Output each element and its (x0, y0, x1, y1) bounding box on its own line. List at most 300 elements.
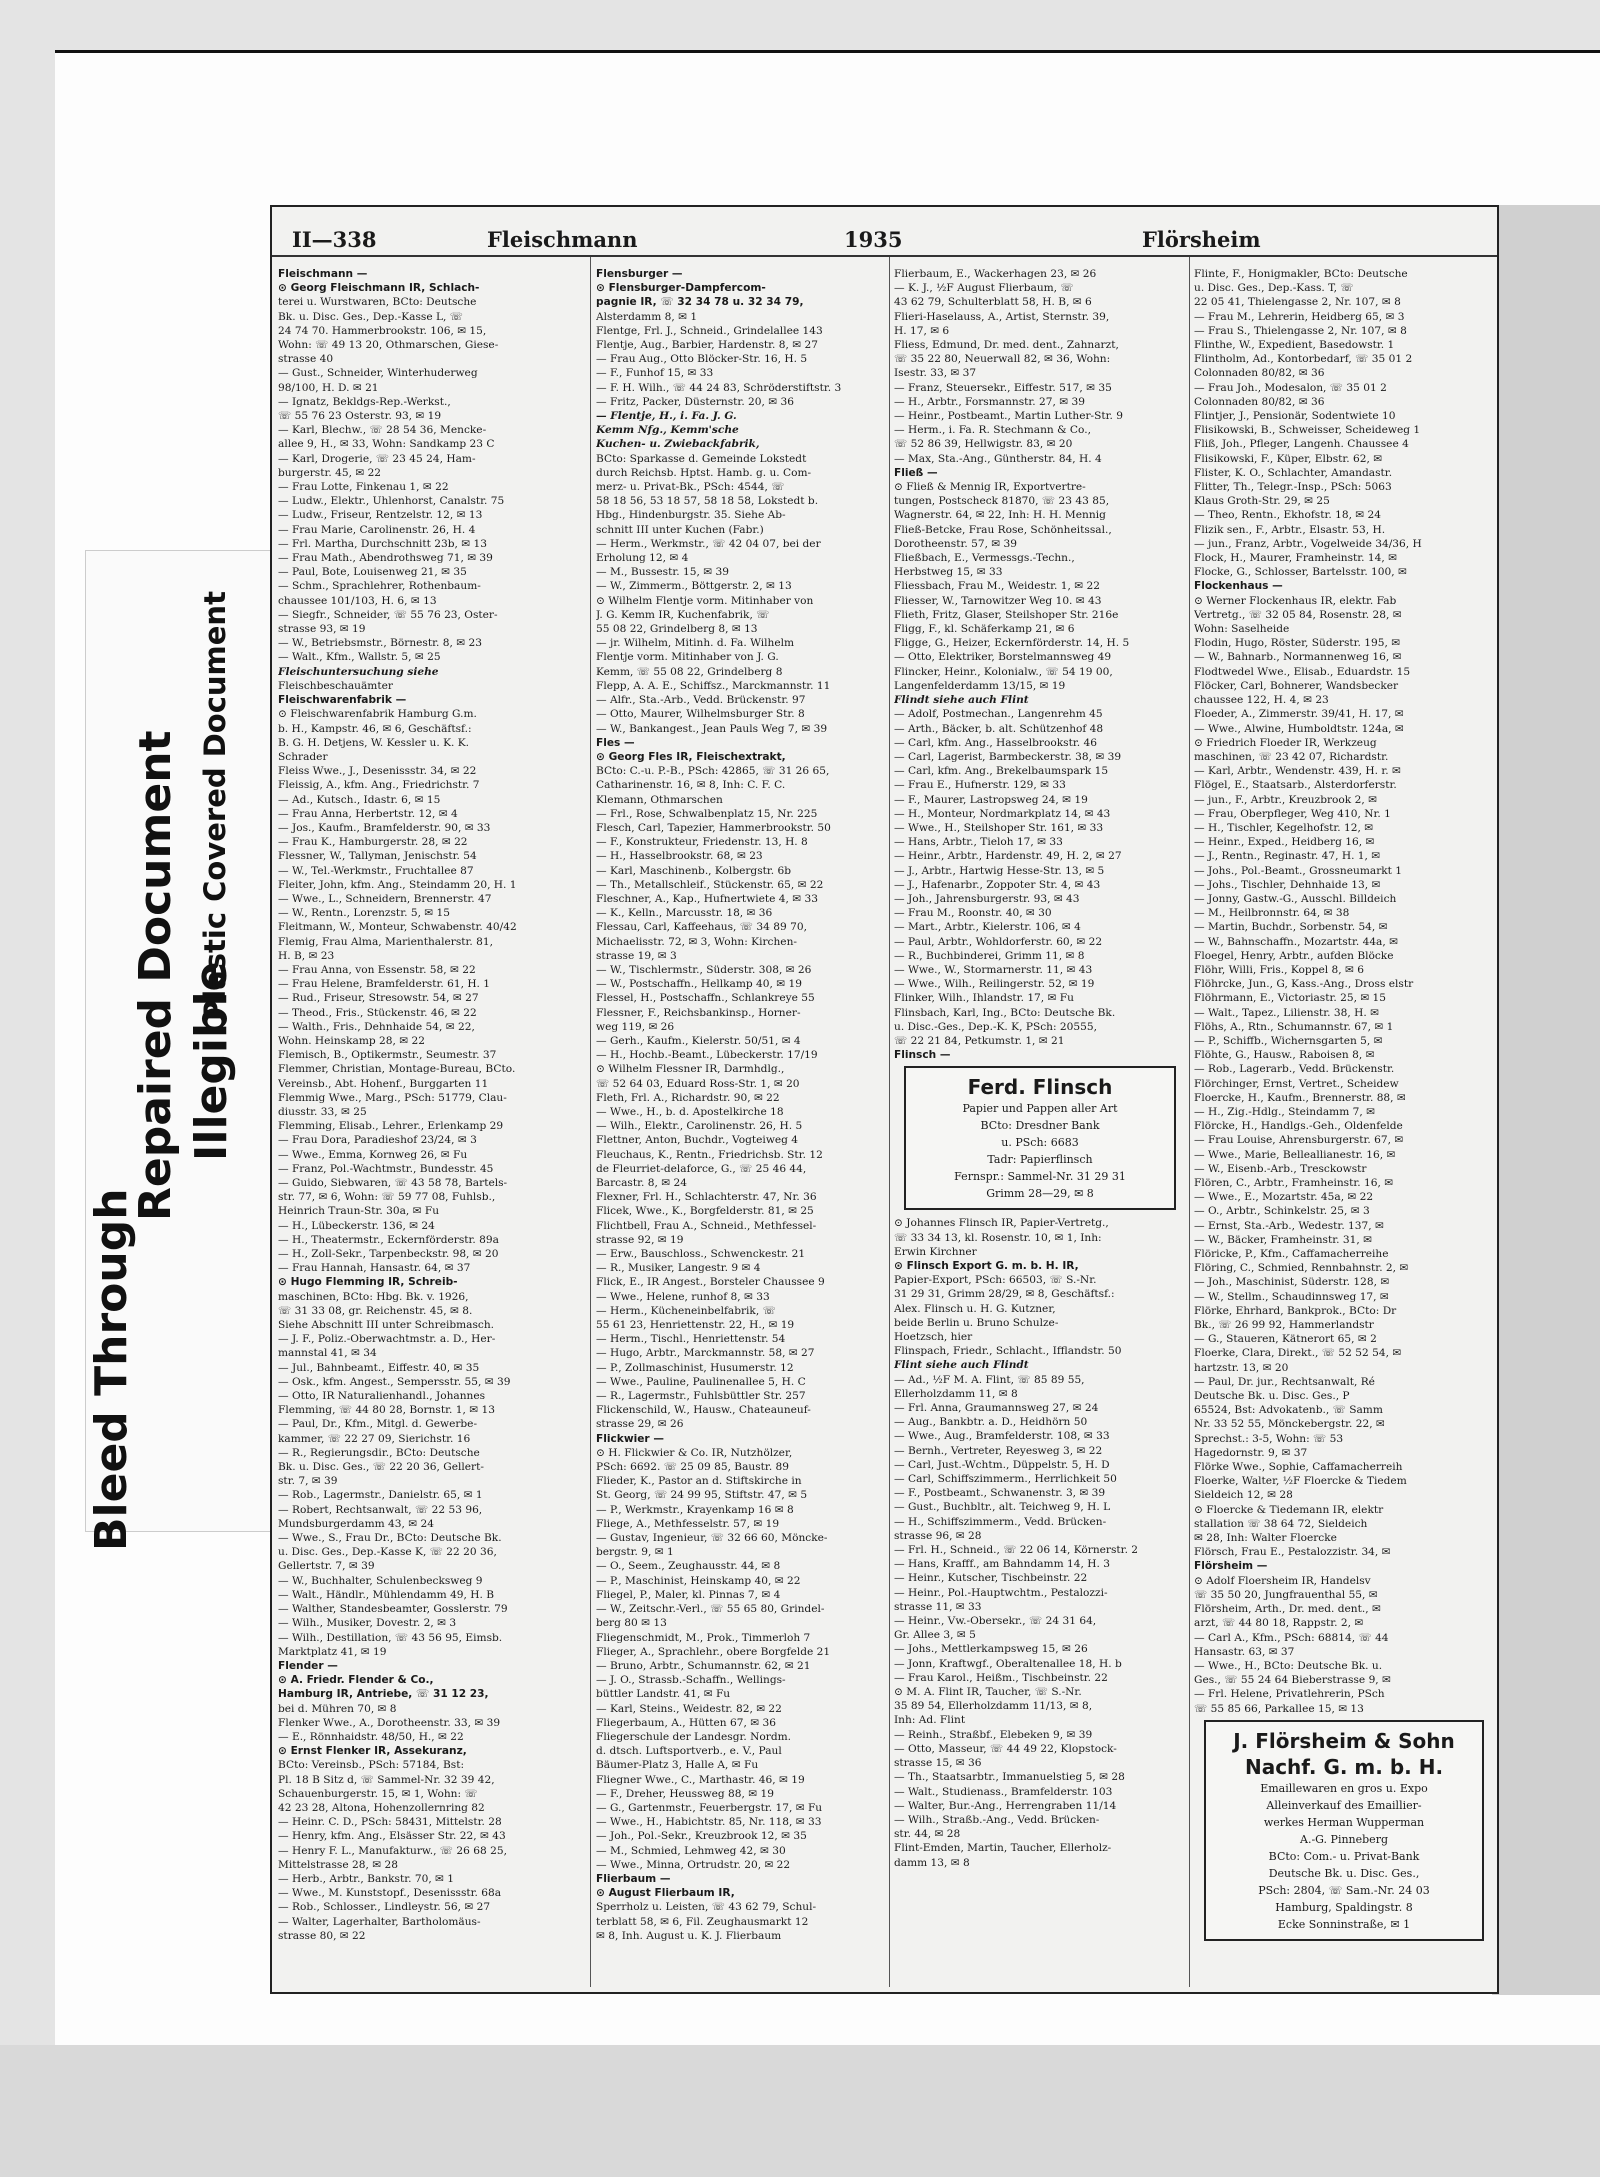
directory-entry: Fließ-Betcke, Frau Rose, Schönheitssal., (894, 523, 1112, 536)
directory-entry: — Ad., Kutsch., Idastr. 6, ✉ 15 (278, 793, 441, 806)
directory-entry: berg 80 ✉ 13 (596, 1617, 667, 1630)
directory-entry: Alex. Flinsch u. H. G. Kutzner, (894, 1302, 1056, 1315)
directory-entry: Flister, K. O., Schlachter, Amandastr. (1194, 466, 1393, 479)
header-right-word: Flörsheim (1142, 227, 1261, 252)
directory-entry: — Th., Metallschleif., Stückenstr. 65, ✉ 22 (596, 878, 824, 891)
directory-entry: — Bruno, Arbtr., Schumannstr. 62, ✉ 21 (596, 1659, 811, 1672)
directory-entry: — Paul, Dr., Kfm., Mitgl. d. Gewerbe- (278, 1418, 478, 1431)
entry-heading: ⊙ Flensburger-Dampfercom- (596, 282, 766, 295)
directory-entry: ☏ 55 85 66, Parkallee 15, ✉ 13 (1194, 1702, 1364, 1715)
directory-entry: — Wwe., Marie, Belleallianestr. 16, ✉ (1194, 1148, 1396, 1161)
directory-entry: Fliessbach, Frau M., Weidestr. 1, ✉ 22 (894, 580, 1100, 593)
directory-entry: — Heinr., Kutscher, Tischbeinstr. 22 (894, 1572, 1088, 1585)
directory-entry: Mittelstrasse 28, ✉ 28 (278, 1858, 398, 1871)
directory-entry: Heinrich Traun-Str. 30a, ✉ Fu (278, 1205, 440, 1218)
directory-entry: — Martin, Buchdr., Sorbenstr. 54, ✉ (1194, 921, 1388, 934)
directory-entry: mannstal 41, ✉ 34 (278, 1347, 377, 1360)
entry-heading: Flender — (278, 1659, 338, 1672)
directory-entry: — Henry F. L., Manufakturw., ☏ 26 68 25, (278, 1844, 507, 1857)
directory-entry: — Franz, Steuersekr., Eiffestr. 517, ✉ 35 (894, 381, 1112, 394)
page-binding-edge (1492, 205, 1600, 1995)
directory-entry: — Herm., Kücheneinbelfabrik, ☏ (596, 1304, 776, 1317)
ad-line: werkes Herman Wupperman (1263, 1815, 1425, 1829)
directory-entry: Flöricke, P., Kfm., Caffamacherreihe (1194, 1248, 1389, 1261)
directory-entry: BCto: C.-u. P.-B., PSch: 42865, ☏ 31 26 65, (596, 765, 830, 778)
label-card (85, 550, 287, 1551)
directory-entry: chaussee 122, H. 4, ✉ 23 (1194, 694, 1329, 707)
directory-entry: Fleissig, A., kfm. Ang., Friedrichstr. 7 (278, 779, 480, 792)
directory-entry: ☏ 33 34 13, kl. Rosenstr. 10, ✉ 1, Inh: (894, 1231, 1102, 1244)
directory-entry: ⊙ H. Flickwier & Co. IR, Nutzhölzer, (596, 1446, 793, 1459)
directory-entry: — Flentje, H., i. Fa. J. G. (596, 410, 737, 423)
directory-entry: Ges., ☏ 55 24 64 Bieberstrasse 9, ✉ (1194, 1674, 1391, 1687)
entry-heading: Flinsch — (894, 1049, 951, 1062)
directory-entry: J. G. Kemm IR, Kuchenfabrik, ☏ (596, 608, 770, 621)
directory-entry: — jr. Wilhelm, Mitinh. d. Fa. Wilhelm (596, 637, 795, 650)
directory-entry: strasse 93, ✉ 19 (278, 623, 366, 636)
directory-entry: Fliegerschule der Landesgr. Nordm. (596, 1730, 792, 1743)
entry-heading: Flickwier — (596, 1432, 664, 1445)
directory-entry: — Herm., i. Fa. R. Stechmann & Co., (894, 424, 1091, 437)
directory-entry: — Joh., Pol.-Sekr., Kreuzbrook 12, ✉ 35 (596, 1830, 807, 1843)
directory-entry: Flessner, W., Tallyman, Jenischstr. 54 (278, 850, 477, 863)
directory-entry: Fliegner Wwe., C., Marthastr. 46, ✉ 19 (596, 1773, 805, 1786)
directory-entry: Gr. Allee 3, ✉ 5 (894, 1629, 976, 1642)
directory-entry: Flinker, Wilh., Ihlandstr. 17, ✉ Fu (894, 992, 1074, 1005)
directory-entry: — H., Monteur, Nordmarkplatz 14, ✉ 43 (894, 807, 1111, 820)
directory-entry: Kemm Nfg., Kemm'sche (596, 424, 739, 437)
directory-entry: Fligg, F., kl. Schäferkamp 21, ✉ 6 (894, 623, 1075, 636)
directory-entry: 24 74 70. Hammerbrookstr. 106, ✉ 15, (278, 324, 487, 337)
directory-entry: — Jonn, Kraftwgf., Oberaltenallee 18, H. b (894, 1657, 1122, 1670)
directory-entry: maschinen, ☏ 23 42 07, Richardstr. (1194, 750, 1389, 763)
directory-entry: — Walt., Tapez., Lilienstr. 38, H. ✉ (1194, 1006, 1379, 1019)
directory-entry: Bk. u. Disc. Ges., Dep.-Kasse L, ☏ (278, 310, 464, 323)
directory-entry: Colonnaden 80/82, ✉ 36 (1194, 367, 1325, 380)
ad-line: A.-G. Pinneberg (1300, 1832, 1388, 1846)
directory-entry: — Heinr., Pol.-Hauptwchtm., Pestalozzi- (894, 1586, 1108, 1599)
directory-entry: — Otto, Masseur, ☏ 44 49 22, Klopstock- (894, 1742, 1117, 1755)
directory-entry: strasse 19, ✉ 3 (596, 949, 677, 962)
directory-entry: Fleischuntersuchung siehe (278, 665, 439, 678)
directory-entry: strasse 40 (278, 353, 334, 366)
directory-entry: BCto: Sparkasse d. Gemeinde Lokstedt (596, 452, 807, 465)
directory-entry: Flepp, A. A. E., Schiffsz., Marckmannstr. 11 (596, 679, 831, 692)
directory-entry: Bk., ☏ 26 99 92, Hammerlandstr (1194, 1319, 1374, 1332)
directory-entry: — Frau Karol., Heißm., Tischbeinstr. 22 (894, 1671, 1108, 1684)
directory-entry: Floercke, H., Kaufm., Brennerstr. 88, ✉ (1194, 1091, 1406, 1104)
ad-line: Tadr: Papierflinsch (987, 1153, 1093, 1167)
directory-entry: ⊙ Fließ & Mennig IR, Exportvertre- (894, 481, 1086, 494)
directory-entry: — Walt., Studienass., Bramfelderstr. 103 (894, 1785, 1113, 1798)
directory-entry: — Frau E., Hufnerstr. 129, ✉ 33 (894, 779, 1066, 792)
directory-entry: — P., Maschinist, Heinskamp 40, ✉ 22 (596, 1574, 801, 1587)
directory-entry: — W., Betriebsmstr., Börnestr. 8, ✉ 23 (278, 637, 482, 650)
directory-entry: — G., Staueren, Kätnerort 65, ✉ 2 (1194, 1333, 1377, 1346)
directory-entry: 58 18 56, 53 18 57, 58 18 58, Lokstedt b. (596, 495, 819, 508)
directory-entry: strasse 15, ✉ 36 (894, 1757, 982, 1770)
directory-entry: — Erw., Bauschloss., Schwenckestr. 21 (596, 1248, 806, 1261)
directory-entry: Flieri-Haselauss, A., Artist, Sternstr. 39, (894, 310, 1110, 323)
directory-entry: maschinen, BCto: Hbg. Bk. v. 1926, (278, 1290, 469, 1303)
directory-entry: — Wwe., H., b. d. Apostelkirche 18 (596, 1105, 784, 1118)
column-rule (590, 257, 591, 1987)
directory-entry: Hagedornstr. 9, ✉ 37 (1194, 1446, 1308, 1459)
directory-entry: — Heinr., Arbtr., Hardenstr. 49, H. 2, ✉ 27 (894, 850, 1122, 863)
directory-entry: — W., Buchhalter, Schulenbecksweg 9 (278, 1574, 483, 1587)
directory-entry: — Arth., Bäcker, b. alt. Schützenhof 48 (894, 722, 1104, 735)
directory-entry: Hansastr. 63, ✉ 37 (1194, 1645, 1295, 1658)
directory-entry: Klemann, Othmarschen (596, 793, 723, 806)
directory-entry: 55 08 22, Grindelberg 8, ✉ 13 (596, 623, 758, 636)
directory-entry: — Frau Marie, Carolinenstr. 26, H. 4 (278, 523, 476, 536)
directory-entry: Flörcke, H., Handlgs.-Geh., Oldenfelde (1194, 1120, 1403, 1133)
directory-entry: — W., Zeitschr.-Verl., ☏ 55 65 80, Grindel- (596, 1603, 825, 1616)
directory-entry: — F., Maurer, Lastropsweg 24, ✉ 19 (894, 793, 1088, 806)
entry-heading: Hamburg IR, Antriebe, ☏ 31 12 23, (278, 1688, 489, 1701)
directory-entry: 42 23 28, Altona, Hohenzollernring 82 (278, 1801, 485, 1814)
directory-entry: schnitt III unter Kuchen (Fabr.) (596, 523, 764, 536)
directory-entry: — F., Postbeamt., Schwanenstr. 3, ✉ 39 (894, 1487, 1106, 1500)
ad-line: PSch: 2804, ☏ Sam.-Nr. 24 03 (1258, 1883, 1430, 1897)
directory-entry: — H., Arbtr., Forsmannstr. 27, ✉ 39 (894, 395, 1085, 408)
directory-entry: Flichtbell, Frau A., Schneid., Methfessel- (596, 1219, 817, 1232)
directory-entry: Sieldeich 12, ✉ 28 (1194, 1489, 1293, 1502)
directory-entry: chaussee 101/103, H. 6, ✉ 13 (278, 594, 437, 607)
directory-entry: — W., Tel.-Werkmstr., Fruchtallee 87 (278, 864, 474, 877)
directory-entry: — Wwe., W., Stormarnerstr. 11, ✉ 43 (894, 963, 1093, 976)
directory-entry: Kemm, ☏ 55 08 22, Grindelberg 8 (596, 665, 783, 678)
ad-line: Emaillewaren en gros u. Expo (1260, 1781, 1428, 1795)
directory-entry: Flickenschild, W., Hausw., Chateauneuf- (596, 1404, 811, 1417)
directory-entry: — Gustav, Ingenieur, ☏ 32 66 60, Möncke- (596, 1532, 828, 1545)
directory-entry: — F., Konstrukteur, Friedenstr. 13, H. 8 (596, 836, 808, 849)
directory-entry: Flemig, Frau Alma, Marienthalerstr. 81, (278, 935, 494, 948)
directory-page (270, 205, 1499, 1994)
directory-entry: Flesch, Carl, Tapezier, Hammerbrookstr. 50 (596, 821, 831, 834)
directory-entry: Flörchinger, Ernst, Vertret., Scheidew (1194, 1077, 1399, 1090)
directory-entry: Nr. 33 52 55, Mönckebergstr. 22, ✉ (1194, 1418, 1385, 1431)
directory-entry: — Frau Anna, Herbertstr. 12, ✉ 4 (278, 807, 458, 820)
directory-entry: büttler Landstr. 41, ✉ Fu (596, 1688, 731, 1701)
directory-entry: ⊙ Fleischwarenfabrik Hamburg G.m. (278, 708, 477, 721)
directory-entry: — Frau Dora, Paradieshof 23/24, ✉ 3 (278, 1134, 477, 1147)
directory-entry: — Otto, IR Naturalienhandl., Johannes (278, 1390, 486, 1403)
directory-entry: — Frl. Martha, Durchschnitt 23b, ✉ 13 (278, 537, 487, 550)
directory-entry: ⊙ Friedrich Floeder IR, Werkzeug (1194, 736, 1377, 749)
directory-entry: Flint siehe auch Flindt (894, 1359, 1029, 1372)
directory-entry: — H., Zig.-Hdlg., Steindamm 7, ✉ (1194, 1105, 1375, 1118)
directory-entry: Pl. 18 B Sitz d, ☏ Sammel-Nr. 32 39 42, (278, 1773, 495, 1786)
directory-entry: Floerke, Walter, ½F Floercke & Tiedem (1194, 1475, 1407, 1488)
directory-entry: Flisikowski, F., Küper, Elbstr. 62, ✉ (1194, 452, 1383, 465)
directory-entry: Flöhr, Willi, Fris., Koppel 8, ✉ 6 (1194, 963, 1364, 976)
directory-entry: — Rob., Schlosser., Lindleystr. 56, ✉ 27 (278, 1901, 491, 1914)
directory-entry: — Herb., Arbtr., Bankstr. 70, ✉ 1 (278, 1872, 455, 1885)
directory-entry: — Wwe., H., BCto: Deutsche Bk. u. (1194, 1659, 1383, 1672)
column-4 (1194, 267, 1494, 1967)
label-bleed-through: Bleed Through (86, 1188, 137, 1551)
directory-entry: allee 9, H., ✉ 33, Wohn: Sandkamp 23 C (278, 438, 495, 451)
directory-entry: strasse 80, ✉ 22 (278, 1929, 366, 1942)
directory-entry: Flick, E., IR Angest., Borsteler Chaussee 9 (596, 1276, 825, 1289)
directory-entry: — H., Hochb.-Beamt., Lübeckerstr. 17/19 (596, 1049, 818, 1062)
directory-entry: — P., Werkmstr., Krayenkamp 16 ✉ 8 (596, 1503, 794, 1516)
directory-entry: Flörsheim, Arth., Dr. med. dent., ✉ (1194, 1603, 1381, 1616)
directory-entry: — O., Arbtr., Schinkelstr. 25, ✉ 3 (1194, 1205, 1370, 1218)
directory-entry: Alsterdamm 8, ✉ 1 (596, 310, 698, 323)
directory-entry: H. 17, ✉ 6 (894, 324, 950, 337)
directory-entry: Flicek, Wwe., K., Borgfelderstr. 81, ✉ 25 (596, 1205, 814, 1218)
entry-heading: Flörsheim — (1194, 1560, 1268, 1573)
directory-entry: — Frau K., Hamburgerstr. 28, ✉ 22 (278, 836, 468, 849)
directory-entry: bergstr. 9, ✉ 1 (596, 1546, 674, 1559)
directory-entry: B. G. H. Detjens, W. Kessler u. K. K. (278, 736, 470, 749)
directory-entry: — Wilh., Musiker, Dovestr. 2, ✉ 3 (278, 1617, 457, 1630)
directory-entry: Flock, H., Maurer, Framheinstr. 14, ✉ (1194, 552, 1397, 565)
directory-entry: Hbg., Hindenburgstr. 35. Siehe Ab- (596, 509, 786, 522)
directory-entry: — W., Bankangest., Jean Pauls Weg 7, ✉ 39 (596, 722, 828, 735)
directory-entry: — Karl, Maschinenb., Kolbergstr. 6b (596, 864, 792, 877)
entry-heading: Flensburger — (596, 268, 683, 280)
directory-entry: — Walt., Kfm., Wallstr. 5, ✉ 25 (278, 651, 441, 664)
directory-entry: d. dtsch. Luftsportverb., e. V., Paul (596, 1745, 782, 1758)
directory-entry: Flören, C., Arbtr., Framheinstr. 16, ✉ (1194, 1177, 1394, 1189)
column-3 (894, 267, 1186, 1967)
directory-entry: beide Berlin u. Bruno Schulze- (894, 1316, 1059, 1329)
entry-heading: Fles — (596, 736, 635, 749)
directory-entry: Flessau, Carl, Kaffeehaus, ☏ 34 89 70, (596, 921, 807, 934)
directory-entry: — P., Schiffb., Wichernsgarten 5, ✉ (1194, 1034, 1383, 1047)
directory-entry: — Wwe., Pauline, Paulinenallee 5, H. C (596, 1375, 806, 1388)
directory-entry: Floegel, Henry, Arbtr., aufden Blöcke (1194, 949, 1394, 962)
advertisement-box (1204, 1720, 1484, 1941)
directory-entry: Flinthe, W., Expedient, Basedowstr. 1 (1194, 339, 1395, 352)
directory-entry: — Frau M., Lehrerin, Heidberg 65, ✉ 3 (1194, 310, 1405, 323)
directory-entry: — K. J., ½F August Flierbaum, ☏ (894, 282, 1074, 295)
directory-entry: — Walth., Fris., Dehnhaide 54, ✉ 22, (278, 1020, 475, 1033)
directory-entry: Fliess, Edmund, Dr. med. dent., Zahnarzt, (894, 339, 1119, 352)
directory-entry: Ellerholzdamm 11, ✉ 8 (894, 1387, 1018, 1400)
directory-entry: — jun., F., Arbtr., Kreuzbrook 2, ✉ (1194, 793, 1377, 806)
directory-entry: strasse 96, ✉ 28 (894, 1529, 982, 1542)
directory-entry: Fleitmann, W., Monteur, Schwabenstr. 40/42 (278, 921, 517, 934)
directory-entry: — Theo, Rentn., Ekhofstr. 18, ✉ 24 (1194, 509, 1382, 522)
directory-entry: strasse 92, ✉ 19 (596, 1233, 684, 1246)
directory-entry: — F., Dreher, Heussweg 88, ✉ 19 (596, 1787, 774, 1800)
directory-entry: Flentje vorm. Mitinhaber von J. G. (596, 651, 779, 664)
directory-entry: — Johs., Mettlerkampsweg 15, ✉ 26 (894, 1643, 1088, 1656)
directory-entry: — Heinr., Vw.-Obersekr., ☏ 24 31 64, (894, 1615, 1097, 1628)
directory-entry: Flintholm, Ad., Kontorbedarf, ☏ 35 01 2 (1194, 353, 1413, 366)
directory-entry: Flöhrmann, E., Victoriastr. 25, ✉ 15 (1194, 992, 1387, 1005)
entry-heading: Flockenhaus — (1194, 580, 1283, 593)
directory-entry: — Wwe., S., Frau Dr., BCto: Deutsche Bk. (278, 1532, 502, 1545)
directory-entry: Flodtwedel Wwe., Elisab., Eduardstr. 15 (1194, 665, 1411, 678)
directory-entry: ⊙ Werner Flockenhaus IR, elektr. Fab (1194, 594, 1397, 607)
directory-entry: — W., Bahnarb., Normannenweg 16, ✉ (1194, 651, 1402, 664)
directory-entry: — Otto, Elektriker, Borstelmannsweg 49 (894, 651, 1112, 664)
directory-entry: 43 62 79, Schulterblatt 58, H. B, ✉ 6 (894, 296, 1092, 309)
directory-entry: — Ludw., Elektr., Uhlenhorst, Canalstr. 75 (278, 495, 505, 508)
directory-entry: — Otto, Maurer, Wilhelmsburger Str. 8 (596, 708, 805, 721)
directory-entry: Sprechst.: 3-5, Wohn: ☏ 53 (1194, 1432, 1344, 1445)
directory-entry: — jun., Franz, Arbtr., Vogelweide 34/36, H (1194, 537, 1422, 550)
column-1 (278, 267, 586, 1967)
ad-line: Ecke Sonninstraße, ✉ 1 (1277, 1917, 1411, 1931)
directory-entry: — J., Rentn., Reginastr. 47, H. 1, ✉ (1194, 850, 1381, 863)
directory-entry: — Jul., Bahnbeamt., Eiffestr. 40, ✉ 35 (278, 1361, 480, 1374)
entry-heading: Fleischwarenfabrik — (278, 694, 407, 707)
entry-heading: ⊙ Flinsch Export G. m. b. H. IR, (894, 1259, 1079, 1272)
directory-entry: — Paul, Arbtr., Wohldorferstr. 60, ✉ 22 (894, 935, 1103, 948)
directory-entry: ☏ 22 21 84, Petkumstr. 1, ✉ 21 (894, 1034, 1065, 1047)
directory-entry: Inh: Ad. Flint (894, 1714, 966, 1727)
directory-entry: St. Georg, ☏ 24 99 95, Stiftstr. 47, ✉ 5 (596, 1489, 808, 1502)
directory-entry: Flisikowski, B., Schweisser, Scheideweg 1 (1194, 424, 1421, 437)
directory-entry: — M., Schmied, Lehmweg 42, ✉ 30 (596, 1844, 786, 1857)
directory-entry: arzt, ☏ 44 80 18, Rappstr. 2, ✉ (1194, 1617, 1364, 1630)
directory-entry: — Osk., kfm. Angest., Sempersstr. 55, ✉ 39 (278, 1375, 511, 1388)
directory-entry: — Frau Math., Abendrothsweg 71, ✉ 39 (278, 552, 493, 565)
directory-entry: 55 61 23, Henriettenstr. 22, H., ✉ 19 (596, 1319, 795, 1332)
directory-entry: — Walt., Händlr., Mühlendamm 49, H. B (278, 1588, 495, 1601)
directory-entry: ☏ 35 22 80, Neuerwall 82, ✉ 36, Wohn: (894, 353, 1111, 366)
directory-entry: 22 05 41, Thielengasse 2, Nr. 107, ✉ 8 (1194, 296, 1401, 309)
directory-entry: Flizik sen., F., Arbtr., Elsastr. 53, H. (1194, 523, 1386, 536)
directory-entry: Flieth, Fritz, Glaser, Steilshoper Str. 216e (894, 608, 1119, 621)
directory-entry: — Frau Hannah, Hansastr. 64, ✉ 37 (278, 1262, 471, 1275)
directory-entry: — Carl, Just.-Wchtm., Düppelstr. 5, H. D (894, 1458, 1110, 1471)
directory-entry: u. Disc. Ges., Dep.-Kasse K, ☏ 22 20 36, (278, 1546, 497, 1559)
directory-entry: 31 29 31, Grimm 28/29, ✉ 8, Geschäftsf.: (894, 1288, 1115, 1301)
entry-heading: ⊙ Georg Fles IR, Fleischextrakt, (596, 750, 786, 763)
directory-entry: Langenfelderdamm 13/15, ✉ 19 (894, 679, 1066, 692)
directory-entry: — W., Zimmerm., Böttgerstr. 2, ✉ 13 (596, 580, 792, 593)
directory-entry: — Reinh., Straßbf., Elebeken 9, ✉ 39 (894, 1728, 1093, 1741)
directory-entry: — Aug., Bankbtr. a. D., Heidhörn 50 (894, 1416, 1088, 1429)
directory-entry: — Heinr. C. D., PSch: 58431, Mittelstr. 28 (278, 1816, 502, 1829)
directory-entry: — Joh., Jahrensburgerstr. 93, ✉ 43 (894, 892, 1080, 905)
directory-entry: — Hans, Krafff., am Bahndamm 14, H. 3 (894, 1558, 1110, 1571)
directory-entry: bei d. Mühren 70, ✉ 8 (278, 1702, 397, 1715)
ad-line: Hamburg, Spaldingstr. 8 (1275, 1900, 1413, 1914)
directory-entry: Flexner, Frl. H., Schlachterstr. 47, Nr. 36 (596, 1191, 817, 1204)
header-year: 1935 (844, 227, 903, 252)
directory-entry: Flörke Wwe., Sophie, Caffamacherreih (1194, 1461, 1403, 1474)
directory-entry: — W., Eisenb.-Arb., Tresckowstr (1194, 1162, 1367, 1175)
directory-entry: Papier-Export, PSch: 66503, ☏ S.-Nr. (894, 1274, 1097, 1287)
directory-entry: — Max, Sta.-Ang., Güntherstr. 84, H. 4 (894, 452, 1102, 465)
directory-entry: — Carl, kfm. Ang., Hasselbrookstr. 46 (894, 736, 1097, 749)
directory-entry: Fligge, G., Heizer, Eckernförderstr. 14, H. 5 (894, 637, 1130, 650)
directory-entry: — Mart., Arbtr., Kielerstr. 106, ✉ 4 (894, 921, 1081, 934)
entry-heading: ⊙ Ernst Flenker IR, Assekuranz, (278, 1745, 467, 1758)
ad-line: Papier und Pappen aller Art (962, 1102, 1118, 1116)
directory-entry: — W., Stellm., Schaudinnsweg 17, ✉ (1194, 1290, 1389, 1303)
directory-entry: b. H., Kampstr. 46, ✉ 6, Geschäftsf.: (278, 722, 472, 735)
directory-entry: ⊙ Floercke & Tiedemann IR, elektr (1194, 1503, 1384, 1516)
directory-entry: Fleiter, John, kfm. Ang., Steindamm 20, H. 1 (278, 878, 517, 891)
directory-entry: — Wilh., Elektr., Carolinenstr. 26, H. 5 (596, 1120, 803, 1133)
directory-entry: — W., Bäcker, Framheinstr. 31, ✉ (1194, 1233, 1372, 1246)
directory-entry: Fleuchaus, K., Rentn., Friedrichsb. Str. 12 (596, 1148, 823, 1161)
directory-entry: Flöhs, A., Rtn., Schumannstr. 67, ✉ 1 (1194, 1020, 1394, 1033)
ad-line: Deutsche Bk. u. Disc. Ges., (1268, 1866, 1420, 1880)
directory-entry: — Walter, Bur.-Ang., Herrengraben 11/14 (894, 1799, 1117, 1812)
directory-entry: Mundsburgerdamm 43, ✉ 24 (278, 1517, 434, 1530)
directory-entry: Fliegenschmidt, M., Prok., Timmerloh 7 (596, 1631, 811, 1644)
directory-entry: Fleischbeschauämter (278, 679, 393, 692)
directory-entry: — Rob., Lagerarb., Vedd. Brückenstr. (1194, 1063, 1395, 1076)
directory-entry: — Jos., Kaufm., Bramfelderstr. 90, ✉ 33 (278, 821, 491, 834)
directory-entry: 98/100, H. D. ✉ 21 (278, 381, 379, 394)
directory-entry: ☏ 52 86 39, Hellwigstr. 83, ✉ 20 (894, 438, 1073, 451)
directory-entry: ⊙ Wilhelm Flentje vorm. Mitinhaber von (596, 594, 814, 607)
directory-entry: merz- u. Privat-Bk., PSch: 4544, ☏ (596, 481, 785, 494)
directory-entry: — Wwe., Emma, Kornweg 26, ✉ Fu (278, 1148, 468, 1161)
directory-entry: — Henry, kfm. Ang., Elsässer Str. 22, ✉ 43 (278, 1830, 506, 1843)
directory-entry: Flinspach, Friedr., Schlacht., Ifflandstr. 50 (894, 1345, 1122, 1358)
directory-entry: — W., Postschaffn., Hellkamp 40, ✉ 19 (596, 978, 802, 991)
entry-heading: Flierbaum — (596, 1872, 671, 1885)
directory-entry: — Joh., Maschinist, Süderstr. 128, ✉ (1194, 1276, 1390, 1289)
directory-entry: — Frau Helene, Bramfelderstr. 61, H. 1 (278, 978, 491, 991)
directory-entry: Flöhte, G., Hausw., Raboisen 8, ✉ (1194, 1049, 1375, 1062)
directory-entry: — Frau Aug., Otto Blöcker-Str. 16, H. 5 (596, 353, 808, 366)
entry-heading: Fleischmann — (278, 268, 368, 280)
directory-entry: Flint-Emden, Martin, Taucher, Ellerholz- (894, 1842, 1112, 1855)
directory-entry: — Frau, Oberpfleger, Weg 410, Nr. 1 (1194, 807, 1391, 820)
directory-entry: — P., Zollmaschinist, Husumerstr. 12 (596, 1361, 794, 1374)
entry-heading: pagnie IR, ☏ 32 34 78 u. 32 34 79, (596, 296, 804, 309)
ad-line: Grimm 28—29, ✉ 8 (986, 1187, 1094, 1201)
directory-entry: — Wwe., M. Kunststopf., Desenissstr. 68a (278, 1887, 502, 1900)
directory-entry: kammer, ☏ 22 27 09, Sierichstr. 16 (278, 1432, 471, 1445)
directory-entry: — Walter, Lagerhalter, Bartholomäus- (278, 1915, 481, 1928)
page-header (272, 207, 1497, 257)
directory-entry: — Carl, Lagerist, Barmbeckerstr. 38, ✉ 39 (894, 750, 1122, 763)
directory-entry: — Th., Staatsarbtr., Immanuelstieg 5, ✉ 28 (894, 1771, 1125, 1784)
directory-entry: — R., Lagermstr., Fuhlsbüttler Str. 257 (596, 1390, 806, 1403)
directory-entry: — Karl, Blechw., ☏ 28 54 36, Mencke- (278, 424, 487, 437)
header-left-word: Fleischmann (487, 227, 638, 252)
directory-entry: — Wwe., Minna, Ortrudstr. 20, ✉ 22 (596, 1858, 791, 1871)
directory-entry: de Fleurriet-delaforce, G., ☏ 25 46 44, (596, 1162, 807, 1175)
directory-entry: — Frau Lotte, Finkenau 1, ✉ 22 (278, 481, 449, 494)
directory-entry: — R., Musiker, Langestr. 9 ✉ 4 (596, 1262, 761, 1275)
directory-entry: burgerstr. 45, ✉ 22 (278, 466, 382, 479)
directory-entry: strasse 29, ✉ 26 (596, 1418, 684, 1431)
directory-entry: — Johs., Tischler, Dehnhaide 13, ✉ (1194, 878, 1381, 891)
directory-entry: — F. H. Wilh., ☏ 44 24 83, Schröderstiftstr. 3 (596, 381, 842, 394)
directory-entry: — Paul, Bote, Louisenweg 21, ✉ 35 (278, 566, 467, 579)
directory-entry: — Frau S., Thielengasse 2, Nr. 107, ✉ 8 (1194, 324, 1407, 337)
directory-entry: Flögel, E., Staatsarb., Alsterdorferstr. (1194, 779, 1397, 792)
directory-entry: Flincker, Heinr., Kolonialw., ☏ 54 19 00, (894, 665, 1113, 678)
entry-heading: ⊙ August Flierbaum IR, (596, 1887, 735, 1900)
directory-entry: Flemmer, Christian, Montage-Bureau, BCto. (278, 1063, 516, 1076)
directory-entry: ⊙ M. A. Flint IR, Taucher, ☏ S.-Nr. (894, 1686, 1082, 1699)
directory-entry: — Hugo, Arbtr., Marckmannstr. 58, ✉ 27 (596, 1347, 815, 1360)
directory-entry: Flessner, F., Reichsbankinsp., Horner- (596, 1006, 801, 1019)
directory-entry: Flöhrcke, Jun., G, Kass.-Ang., Dross elstr (1194, 978, 1414, 991)
directory-entry: — Frau Anna, von Essenstr. 58, ✉ 22 (278, 963, 476, 976)
directory-entry: Michaelisstr. 72, ✉ 3, Wohn: Kirchen- (596, 935, 797, 948)
directory-entry: — Alfr., Sta.-Arb., Vedd. Brückenstr. 97 (596, 694, 806, 707)
directory-entry: Flemmig Wwe., Marg., PSch: 51779, Clau- (278, 1091, 507, 1104)
directory-entry: Wohn: Saselheide (1194, 623, 1290, 636)
